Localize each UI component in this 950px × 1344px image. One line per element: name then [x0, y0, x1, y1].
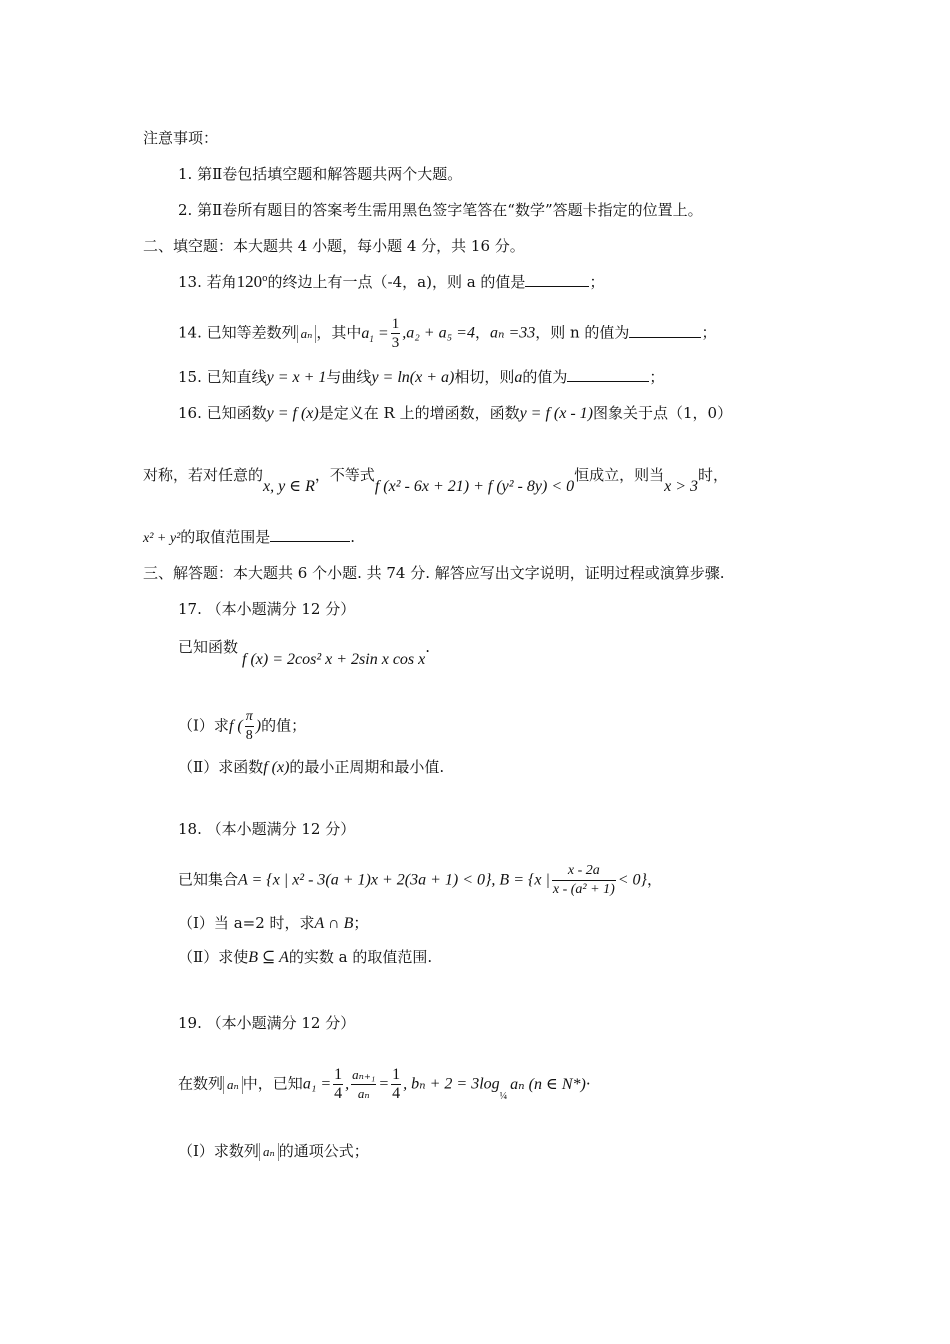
section-3-title: 三、解答题：本大题共 6 个小题. 共 74 分. 解答应写出文字说明，证明过程或演算步骤.	[143, 564, 725, 582]
q17-p2-f: f (x)	[263, 759, 290, 776]
q16-mid: 是定义在 R 上的增函数，函数	[318, 404, 520, 422]
q16-x-cond: x > 3	[664, 478, 699, 495]
q16-f2: y = f (x - 1)	[519, 405, 594, 422]
q18-set-b: , B = {x |	[491, 871, 550, 889]
q14-rest: ,a₂ + a₅ =4	[402, 324, 475, 342]
q18-frac-den: x - (a² + 1)	[552, 882, 615, 897]
q18-p2: （Ⅱ）求使	[178, 948, 249, 966]
q17-given-label: 已知函数	[178, 638, 239, 656]
question-13	[178, 271, 604, 293]
q14-fraction	[391, 315, 401, 352]
q13-degree: o	[262, 274, 268, 284]
question-14	[178, 315, 716, 352]
question-16-line-1	[178, 402, 732, 425]
q16-answer-blank	[270, 527, 350, 542]
q19-pre: 在数列	[178, 1074, 224, 1093]
q14-sep: ，	[474, 323, 490, 342]
q13-post: 的终边上有一点（-4，a)，则 a 的值是	[267, 273, 526, 291]
q17-given: 已知函数f (x) = 2cos² x + 2sin x cos x·	[178, 638, 431, 668]
q17-p1-pre: （Ⅰ）求	[178, 716, 229, 735]
q13-pre: 13. 若角	[178, 273, 237, 291]
q16-pre: 16. 已知函数	[178, 404, 267, 422]
q14-seq: aₙ	[297, 325, 317, 343]
q15-answer-blank	[567, 367, 649, 382]
q15-line: y = x + 1	[266, 369, 327, 386]
question-16-line-2	[143, 464, 729, 495]
q19-p1-seq: aₙ	[259, 1143, 279, 1161]
q19-header: 19. （本小题满分 12 分）	[178, 1014, 356, 1032]
q15-end: ；	[649, 368, 665, 386]
q15-mid: 与曲线	[326, 368, 372, 386]
q14-pre: 14. 已知等差数列	[178, 323, 297, 342]
q19-frac-1-den: 4	[334, 1085, 343, 1102]
q14-answer-blank	[629, 323, 701, 338]
q18-set-a: A = {x | x² - 3(a + 1)x + 2(3a + 1) < 0}	[238, 871, 492, 889]
q17-p2: （Ⅱ）求函数	[178, 758, 264, 776]
q14-end: ；	[701, 323, 717, 342]
q19-a1: a₁ =	[302, 1075, 332, 1093]
q14-an: aₙ =33	[489, 324, 536, 342]
q13-angle: 120	[236, 272, 263, 291]
q16-l2c: 恒成立，则当	[574, 466, 665, 484]
q18-given-label: 已知集合	[178, 870, 239, 889]
q18-p1-expr: A ∩ B	[314, 915, 354, 932]
q19-end: ·	[585, 1074, 591, 1093]
q16-l2d: 时，	[698, 466, 729, 484]
note-1: 1. 第Ⅱ卷包括填空题和解答题共两个大题。	[178, 165, 463, 183]
q16-inequality: f (x² - 6x + 21) + f (y² - 8y) < 0	[374, 478, 575, 495]
q19-given: 在数列 aₙ 中，已知a₁ = $\frac{1}{4}$ , $\frac{\text{aₙ₊₁}}{\text{aₙ}}$ = $\frac{1}{4}$ , $b_n + 2 = 3\log_{\frac{1}{4}}a_n$ (n ∈ N*)·	[178, 1066, 591, 1102]
q19-frac-2-num: aₙ₊₁	[351, 1066, 376, 1085]
q13-answer-blank	[525, 272, 589, 287]
q17-frac-den: 8	[245, 728, 253, 743]
q19-frac-2-den: aₙ	[357, 1086, 370, 1101]
q18-part-1	[178, 912, 368, 935]
q19-part-1	[178, 1140, 369, 1162]
q18-header: 18. （本小题满分 12 分）	[178, 820, 356, 838]
q17-function: f (x) = 2cos² x + 2sin x cos x	[242, 651, 426, 668]
q16-expr: x² + y²	[143, 531, 181, 546]
q19-log-base: ¼	[499, 1090, 508, 1102]
q17-frac	[245, 708, 254, 745]
q16-l3end: .	[350, 528, 356, 546]
q14-a1: $a_1$ =	[361, 324, 389, 344]
q14-mid: ，其中	[316, 323, 362, 342]
q15-post2: 的值为	[522, 368, 568, 386]
q17-p1-post: 的值；	[261, 716, 307, 735]
q19-frac-3	[391, 1066, 401, 1103]
q19-frac-3-num: 1	[392, 1066, 401, 1083]
q16-l3a: 的取值范围是	[180, 528, 271, 546]
q18-p1-end: ；	[353, 914, 369, 932]
q17-part-1: （Ⅰ）求f ( $\frac{\pi}{8}$ )的值；	[178, 709, 307, 743]
q19-rest-2: aₙ (n ∈ N*)	[510, 1075, 586, 1093]
q18-p1: （Ⅰ）当 a=2 时，求	[178, 914, 315, 932]
q19-mid: 中，已知	[242, 1074, 303, 1093]
question-15	[178, 366, 664, 389]
q18-end: ，	[646, 870, 662, 889]
q16-f1: y = f (x)	[266, 405, 319, 422]
q15-var: a	[514, 369, 523, 386]
q19-frac-1-num: 1	[334, 1066, 343, 1083]
q18-p2-expr: B ⊆ A	[248, 949, 289, 966]
q16-l2b: ，不等式	[314, 466, 375, 484]
q18-frac-num: x - 2a	[552, 862, 616, 881]
q14-post: ，则 n 的值为	[535, 323, 630, 342]
q17-header: 17. （本小题满分 12 分）	[178, 600, 356, 618]
q14-frac-den: 3	[391, 335, 400, 351]
q16-post: 图象关于点（1，0）	[593, 404, 733, 422]
q18-frac	[552, 862, 616, 899]
q15-pre: 15. 已知直线	[178, 368, 267, 386]
q15-post: 相切，则	[454, 368, 515, 386]
q19-seq: aₙ	[223, 1076, 243, 1094]
q18-p2-post: 的实数 a 的取值范围.	[288, 948, 433, 966]
q16-xy: x, y ∈ R	[263, 478, 315, 495]
q19-eq: =	[378, 1075, 390, 1093]
q19-p1-post: 的通项公式；	[278, 1142, 369, 1160]
question-16-line-3	[143, 526, 355, 550]
q13-end: ；	[589, 273, 605, 291]
notes-title: 注意事项：	[143, 129, 219, 147]
q18-set-b-end: < 0}	[617, 871, 647, 889]
q14-frac-num: 1	[391, 316, 400, 332]
q18-part-2	[178, 946, 432, 969]
q15-curve: y = ln(x + a)	[371, 369, 455, 386]
q19-rest: , bₙ + 2 = 3log	[403, 1075, 500, 1093]
note-2: 2. 第Ⅱ卷所有题目的答案考生需用黑色签字笔答在“数学”答题卡指定的位置上。	[178, 201, 703, 219]
q19-p1: （Ⅰ）求数列	[178, 1142, 259, 1160]
q19-frac-2	[351, 1066, 376, 1103]
q17-part-2	[178, 756, 444, 779]
q19-frac-1	[333, 1066, 343, 1103]
q16-l2a: 对称，若对任意的	[143, 466, 264, 484]
q18-given	[178, 862, 662, 899]
section-2-title: 二、填空题：本大题共 4 小题，每小题 4 分，共 16 分。	[143, 237, 525, 255]
q17-p2-post: 的最小正周期和最小值.	[289, 758, 445, 776]
q17-frac-num: π	[245, 708, 254, 727]
q19-frac-3-den: 4	[392, 1085, 401, 1102]
